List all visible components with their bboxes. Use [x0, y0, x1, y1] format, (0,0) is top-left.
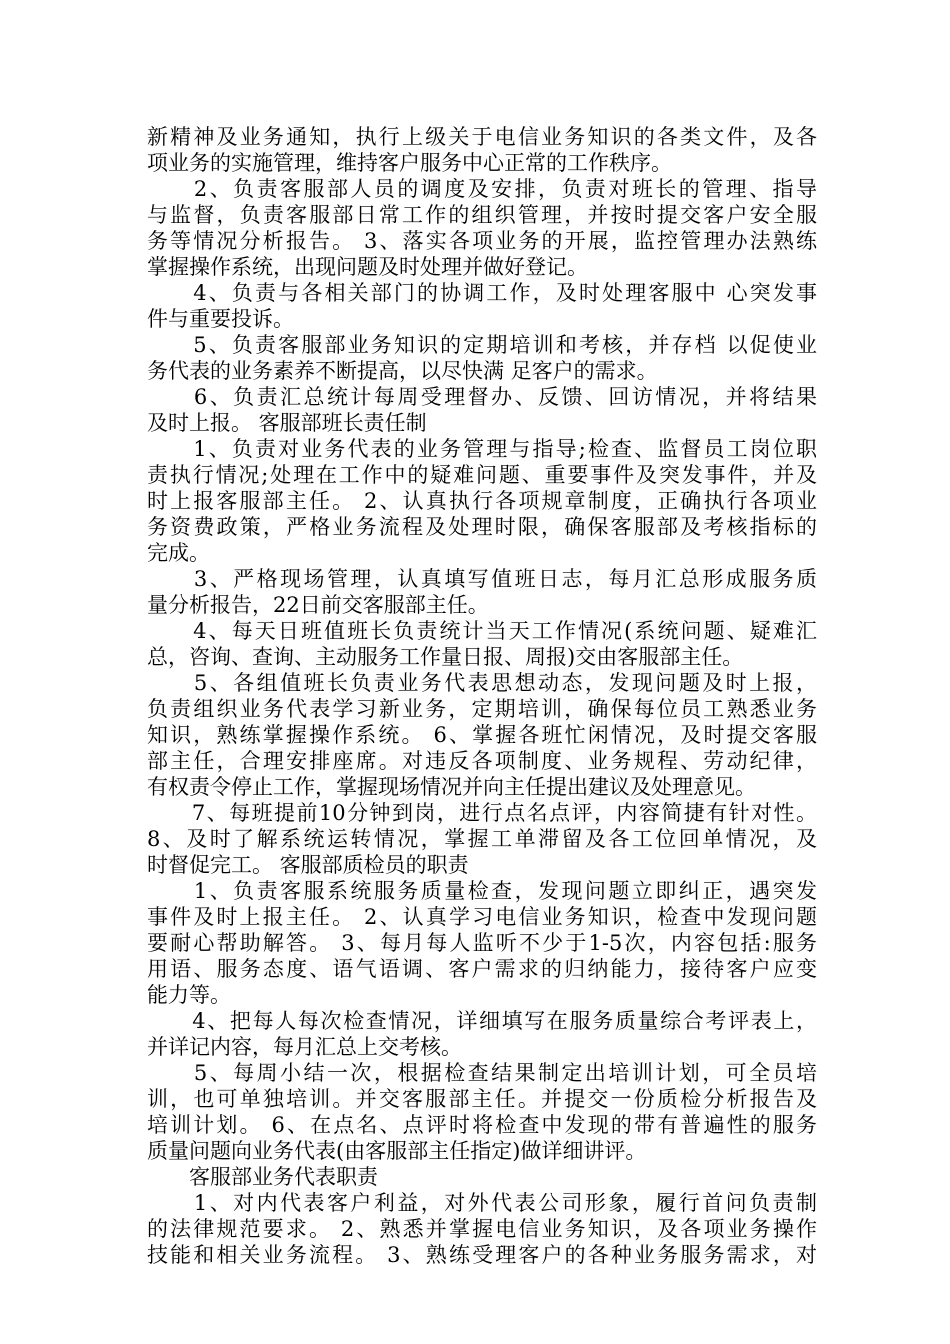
text-line: 并详记内容，每月汇总上交考核。: [147, 1035, 462, 1059]
text-line: 8、及时了解系统运转情况，掌握工单滞留及各工位回单情况，及: [147, 827, 817, 851]
text-line: 务等情况分析报告。 3、落实各项业务的开展，监控管理办法熟练: [147, 229, 817, 253]
text-line: 7、每班提前10分钟到岗，进行点名点评，内容简捷有针对性。: [147, 801, 817, 825]
text-line: 能力等。: [147, 983, 231, 1007]
text-line: 量分析报告，22日前交客服部主任。: [147, 593, 489, 617]
text-line: 5、负责客服部业务知识的定期培训和考核，并存档 以促使业: [147, 333, 817, 357]
text-line: 务代表的业务素养不断提高，以尽快满 足客户的需求。: [147, 359, 658, 383]
text-line: 1、负责对业务代表的业务管理与指导;检查、监督员工岗位职: [147, 437, 817, 461]
text-line: 掌握操作系统，出现问题及时处理并做好登记。: [147, 255, 588, 279]
text-line: 4、每天日班值班长负责统计当天工作情况(系统问题、疑难汇: [147, 619, 817, 643]
text-line: 要耐心帮助解答。 3、每月每人监听不少于1-5次，内容包括:服务: [147, 931, 817, 955]
text-line: 客服部业务代表职责: [147, 1165, 378, 1189]
text-line: 的法律规范要求。 2、熟悉并掌握电信业务知识，及各项业务操作: [147, 1217, 817, 1241]
text-line: 项业务的实施管理，维持客户服务中心正常的工作秩序。: [147, 151, 672, 175]
text-line: 培训计划。 6、在点名、点评时将检查中发现的带有普遍性的服务: [147, 1113, 817, 1137]
text-line: 3、严格现场管理，认真填写值班日志，每月汇总形成服务质: [147, 567, 817, 591]
text-line: 件与重要投诉。: [147, 307, 294, 331]
text-line: 及时上报。 客服部班长责任制: [147, 411, 427, 435]
text-line: 训，也可单独培训。并交客服部主任。并提交一份质检分析报告及: [147, 1087, 817, 1111]
text-line: 2、负责客服部人员的调度及安排，负责对班长的管理、指导: [147, 177, 817, 201]
document-body: [147, 124, 817, 1268]
text-line: 4、负责与各相关部门的协调工作，及时处理客服中 心突发事: [147, 281, 817, 305]
text-line: 技能和相关业务流程。 3、熟练受理客户的各种业务服务需求，对: [147, 1243, 817, 1267]
text-line: 1、负责客服系统服务质量检查，发现问题立即纠正，遇突发: [147, 879, 817, 903]
text-line: 5、各组值班长负责业务代表思想动态，发现问题及时上报，: [147, 671, 817, 695]
text-line: 4、把每人每次检查情况，详细填写在服务质量综合考评表上，: [147, 1009, 817, 1033]
text-line: 新精神及业务通知，执行上级关于电信业务知识的各类文件，及各: [147, 125, 817, 149]
text-line: 务资费政策，严格业务流程及处理时限，确保客服部及考核指标的: [147, 515, 817, 539]
text-line: 时督促完工。 客服部质检员的职责: [147, 853, 469, 877]
text-line: 事件及时上报主任。 2、认真学习电信业务知识，检查中发现问题: [147, 905, 817, 929]
text-line: 时上报客服部主任。 2、认真执行各项规章制度，正确执行各项业: [147, 489, 817, 513]
text-line: 5、每周小结一次，根据检查结果制定出培训计划，可全员培: [147, 1061, 817, 1085]
text-line: 6、负责汇总统计每周受理督办、反馈、回访情况，并将结果: [147, 385, 817, 409]
text-line: 1、对内代表客户利益，对外代表公司形象，履行首问负责制: [147, 1191, 817, 1215]
text-line: 责执行情况;处理在工作中的疑难问题、重要事件及突发事件，并及: [147, 463, 817, 487]
text-line: 质量问题向业务代表(由客服部主任指定)做详细讲评。: [147, 1139, 647, 1163]
text-line: 完成。: [147, 541, 210, 565]
text-line: 总，咨询、查询、主动服务工作量日报、周报)交由客服部主任。: [147, 645, 744, 669]
text-line: 知识，熟练掌握操作系统。 6、掌握各班忙闲情况，及时提交客服: [147, 723, 817, 747]
text-line: 有权责令停止工作，掌握现场情况并向主任提出建议及处理意见。: [147, 775, 756, 799]
text-line: 负责组织业务代表学习新业务，定期培训，确保每位员工熟悉业务: [147, 697, 817, 721]
text-line: 用语、服务态度、语气语调、客户需求的归纳能力，接待客户应变: [147, 957, 817, 981]
text-line: 与监督，负责客服部日常工作的组织管理，并按时提交客户安全服: [147, 203, 817, 227]
text-line: 部主任，合理安排座席。对违反各项制度、业务规程、劳动纪律，: [147, 749, 817, 773]
